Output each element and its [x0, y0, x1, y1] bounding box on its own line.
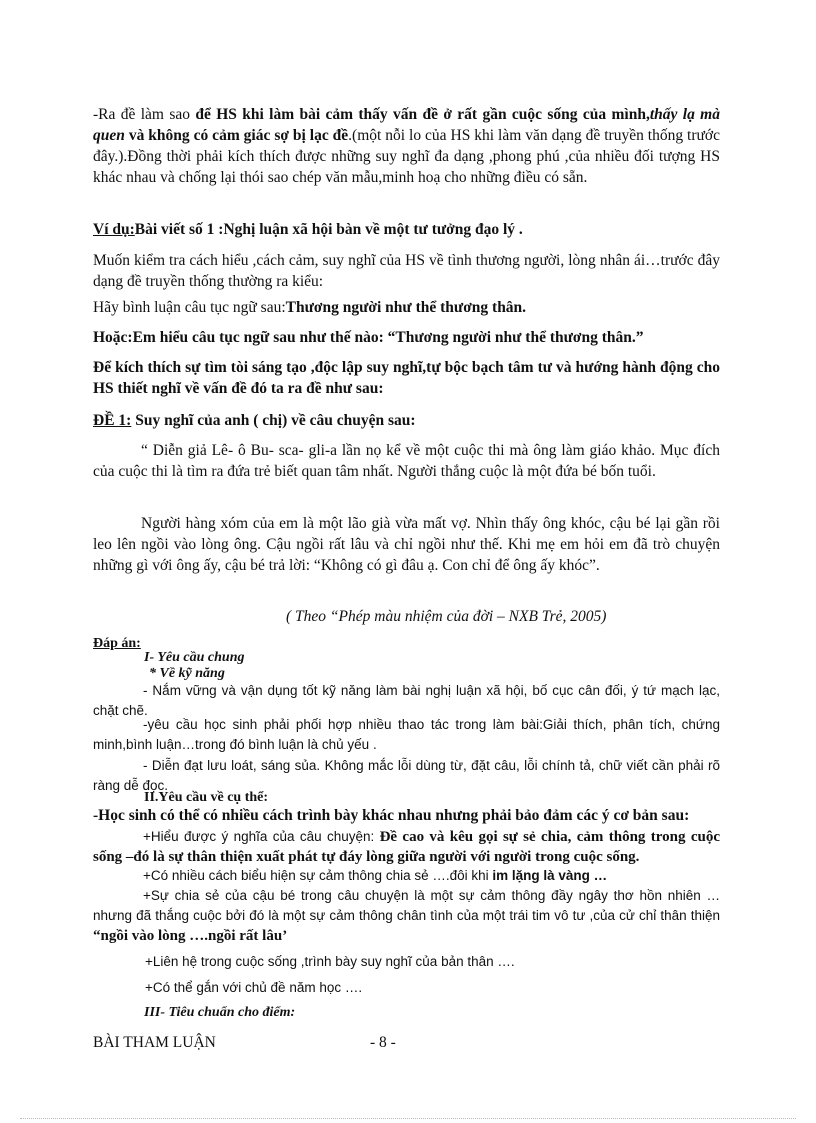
- section-1-heading: I- Yêu cầu chung: [144, 650, 245, 665]
- proverb-line-2: Hoặc:Em hiểu câu tục ngữ sau như thế nào: “Thương người như thể thương thân.”: [93, 329, 644, 346]
- requirements-intro: -Học sinh có thể có nhiều cách trình bày khác nhau nhưng phải bảo đảm các ý cơ bản sau:: [93, 807, 690, 824]
- skill-item-2: -yêu cầu học sinh phải phối hợp nhiều thao tác trong làm bài:Giải thích, phân tích, chứng minh,bình luận…trong đó bình luận là chủ yếu .: [93, 717, 720, 752]
- requirement-2: +Có nhiều cách biểu hiện sự cảm thông chia sẻ ….đôi khi im lặng là vàng …: [143, 868, 608, 883]
- story-paragraph-2: Người hàng xóm của em là một lão già vừa mất vợ. Nhìn thấy ông khóc, cậu bé lại gần rồi leo lên ngồi vào lòng ông. Cậu ngồi rất lâu và chỉ ngồi như thế. Khi mẹ em hỏi em đã trò chuyện những gì với ông ấy, cậu bé trả lời: “Không có gì đâu ạ. Con chỉ để ông ấy khóc”.: [93, 515, 720, 574]
- creative-topic-paragraph: Để kích thích sự tìm tòi sáng tạo ,độc lập suy nghĩ,tự bộc bạch tâm tư và hướng hành động cho HS thiết nghĩ về vấn đề đó ta ra đề như sau:: [93, 359, 720, 397]
- page-number: - 8 -: [370, 1034, 396, 1051]
- requirement-5: +Có thể gắn với chủ đề năm học ….: [145, 980, 363, 995]
- skill-item-3: - Diễn đạt lưu loát, sáng sủa. Không mắc lỗi dùng từ, đặt câu, lỗi chính tả, chữ viết cần phải rõ ràng dễ đọc.: [93, 758, 720, 793]
- page-bottom-divider: [20, 1118, 796, 1119]
- intro-paragraph: -Ra đề làm sao để HS khi làm bài cảm thấy vấn đề ở rất gần cuộc sống của mình,thấy lạ mà quen và không có cảm giác sợ bị lạc đề.(một nỗi lo của HS khi làm văn dạng đề truyền thống trước đây.).Đồng thời phải kích thích được những suy nghĩ đa dạng ,phong phú ,của nhiều đối tượng HS khác nhau và chống lại thói sao chép văn mẫu,minh hoạ cho những điều có sẵn.: [93, 106, 720, 186]
- traditional-topic-paragraph: Muốn kiểm tra cách hiểu ,cách cảm, suy nghĩ của HS về tình thương người, lòng nhân ái…trước đây dạng đề truyền thống thường ra kiểu:: [93, 252, 720, 290]
- section-2-heading: II.Yêu cầu về cụ thể:: [144, 790, 269, 805]
- footer-title: BÀI THAM LUẬN: [93, 1034, 216, 1051]
- answer-label: Đáp án:: [93, 636, 141, 651]
- requirement-3: +Sự chia sẻ của cậu bé trong câu chuyện là một sự cảm thông đầy ngây thơ hồn nhiên …nhưng đã thắng cuộc bởi đó là một sự cảm thông chân tình của một trái tim vô tư ,của cử chỉ thân thiện “ngồi vào lòng ….ngồi rất lâu’: [93, 888, 720, 944]
- requirement-4: +Liên hệ trong cuộc sống ,trình bày suy nghĩ của bản thân ….: [145, 954, 515, 969]
- story-paragraph-1: “ Diễn giả Lê- ô Bu- sca- gli-a lần nọ kể về một cuộc thi mà ông làm giáo khảo. Mục đích của cuộc thi là tìm ra đứa trẻ biết quan tâm nhất. Người thắng cuộc là một đứa bé bốn tuổi.: [93, 442, 720, 480]
- story-source: ( Theo “Phép màu nhiệm của đời – NXB Trẻ, 2005): [286, 608, 607, 625]
- section-3-heading: III- Tiêu chuẩn cho điểm:: [144, 1005, 296, 1020]
- requirement-1: +Hiểu được ý nghĩa của câu chuyện: Đề cao và kêu gọi sự sẻ chia, cảm thông trong cuộc sống –đó là sự thân thiện xuất phát tự đáy lòng giữa người với người trong cuộc sống.: [93, 829, 721, 865]
- topic-1-heading: ĐỀ 1: Suy nghĩ của anh ( chị) về câu chuyện sau:: [93, 412, 416, 429]
- skill-heading: * Về kỹ năng: [149, 666, 225, 681]
- example-line: Ví dụ:Bài viết số 1 :Nghị luận xã hội bàn về một tư tưởng đạo lý .: [93, 221, 523, 238]
- skill-item-1: - Nắm vững và vận dụng tốt kỹ năng làm bài nghị luận xã hội, bố cục cân đối, ý tứ mạch lạc, chặt chẽ.: [93, 683, 720, 718]
- proverb-line-1: Hãy bình luận câu tục ngữ sau:Thương người như thể thương thân.: [93, 299, 527, 316]
